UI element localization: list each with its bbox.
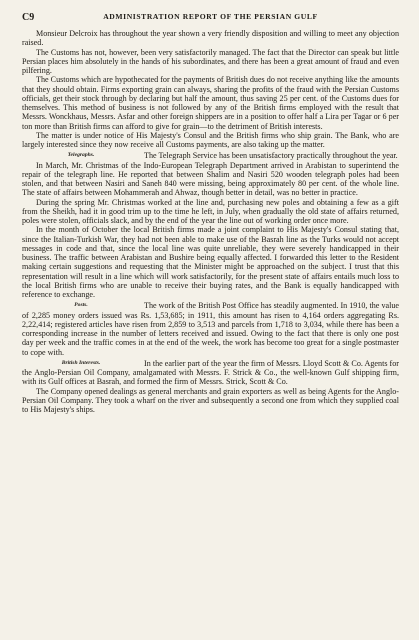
telegraph-section <box>22 151 399 160</box>
paragraph-company-dealings: The Company opened dealings as general merchants and grain exporters as well as being Agents for the Anglo-Persian Oil Company. They took a wharf on the river and subsequently a second one from which they supplied coal to His Majesty's ships. <box>22 386 399 414</box>
paragraph-customs-management: The Customs has not, however, been very satisfactorily managed. The fact that the Director can speak but little Persian places him absolutely in the hands of his subordinates, and there has been a great amount of fraud and even pilfering. <box>22 47 399 75</box>
british-interests-section <box>22 359 399 387</box>
british-interests-lead: In the earlier part of the year the firm of Messrs. Lloyd Scott & Co. Agents for the Anglo-Persian Oil Company, amalgamated with Messrs. F. Strick & Co., the well-known Gulf shipping firm, with its Gulf offices at Basrah, and formed the firm of Messrs. Strick, Scott & Co. <box>22 358 399 387</box>
paragraph-telegraph-october: In the month of October the local British firms made a joint complaint to His Majesty's Consul stating that, since the Italian-Turkish War, they had not been able to make use of the Basrah line as the Turks would not accept messages in code and that, since the local line was quite unreliable, they were severely handicapped in their business. The traffic between Arabistan and Bushire being equally affected. I forwarded this letter to the Resident making certain suggestions and requesting that the Minister might be approached on the subject. I trust that this representation will result in a line which will work satisfactorily, for the present state of affairs entails much loss to the local British firms who are unable to receive their buying rates, and the Bank is equally handicapped with reference to exchange. <box>22 225 399 299</box>
british-interests-side-head: British Interests. <box>61 359 101 366</box>
paragraph-telegraph-march: In March, Mr. Christmas of the Indo-European Telegraph Department arrived in Arabistan to superintend the repair of the telegraph line. He reported that between Shalim and Nasiri 520 wooden telegraph poles had been stolen, and that between Nasiri and Saneh 840 were missing, being approximately 80 per cent. of the whole line. The state of affairs between Mohammerah and Ahwaz, though better in detail, was no better in practice. <box>22 160 399 198</box>
telegraph-side-head: Telegraphs. <box>67 152 95 159</box>
post-lead: The work of the British Post Office has steadily augmented. In 1910, the value of 2,285 money orders issued was Rs. 1,53,685; in 1911, this amount has risen to 4,164 orders aggregating Rs. 2,22,414; registered articles have risen from 2,859 to 3,513 and parcels from 1,718 to 3,034, while there has been a corresponding increase in the number of letters received and issued. Owing to the fact that there is only one post day per week and the traffic comes in at the end of the week, the work has become too great for a single postmaster to cope with. <box>22 301 399 357</box>
paragraph-telegraph-spring: During the spring Mr. Christmas worked at the line and, purchasing new poles and obtaining a few as a gift from the Sheikh, had it in good trim up to the time he left, in July, when gradually the old state of affairs returned, poles were stolen, officials slack, and by the end of the year the line out of working order once more. <box>22 197 399 225</box>
running-head <box>22 12 399 26</box>
page-number: C9 <box>22 12 35 23</box>
report-body <box>22 29 399 414</box>
running-title: ADMINISTRATION REPORT OF THE PERSIAN GULF <box>103 12 318 21</box>
paragraph-customs-dues: The Customs which are hypothecated for the payments of British dues do not receive anything like the amounts that they should obtain. Firms exporting grain can always, sharing the profits of the fraud with the Persian Customs officials, get their stock through by declaring but half the amount, thus saving 25 per cent. of the Customs dues for themselves. This method of business is not followed by any of the British firms employed with the result that Messrs. Wonckhaus, Messrs. Asfar and other foreign shippers are in a position to offer half a Lira per Tagar or 6 per ton more than British firms can afford to give for grain—to the detriment of British interests. <box>22 75 399 131</box>
paragraph-delcroix: Monsieur Delcroix has throughout the year shown a very friendly disposition and willing to meet any objection raised. <box>22 29 399 48</box>
post-side-head: Posts. <box>74 302 88 309</box>
paragraph-consul-notice: The matter is under notice of His Majesty's Consul and the British firms who ship grain. The Bank, who are largely interested since they now receive all Customs payments, are also taking up the matter. <box>22 130 399 149</box>
post-section <box>22 301 399 357</box>
telegraph-lead: The Telegraph Service has been unsatisfactory practically throughout the year. <box>144 151 398 161</box>
